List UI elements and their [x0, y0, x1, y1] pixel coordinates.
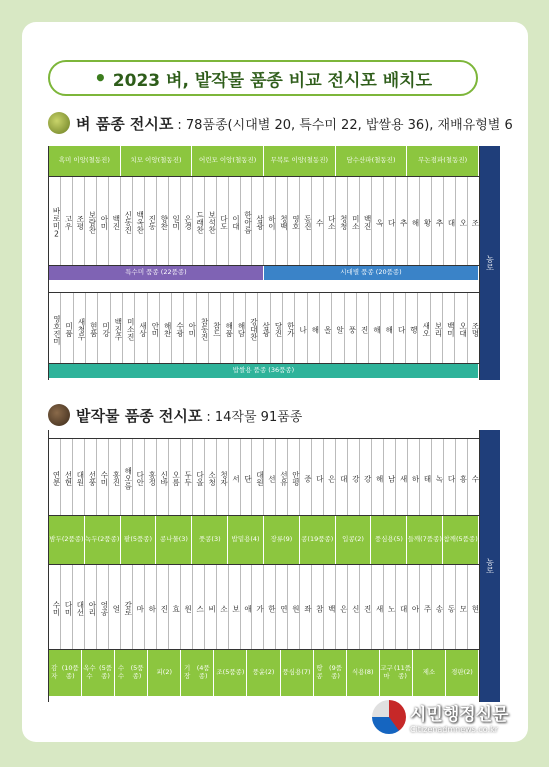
- group-label-text: 조: [216, 668, 223, 677]
- variety-cell: 은: [324, 439, 336, 515]
- group-label-text: 감자: [51, 664, 58, 680]
- group-label-sub: (철동진): [443, 156, 468, 165]
- variety-cell: 연: [276, 565, 288, 649]
- group-label-sub: (2): [354, 535, 364, 544]
- group-label: [228, 516, 264, 564]
- variety-cell: 애: [241, 565, 253, 649]
- group-label-text: 풋콩(3): [198, 535, 221, 544]
- poster-title-text: 2023 벼, 밭작물 품종 비교 전시포 배치도: [112, 70, 432, 91]
- variety-cell: 고우: [61, 177, 73, 265]
- variety-cell: 해품: [221, 293, 233, 363]
- field-section-title: 밭작물 품종 전시포: [76, 406, 203, 425]
- logo-mark-icon: [372, 700, 406, 734]
- variety-cell: 조: [470, 218, 480, 227]
- variety-cell: 은: [336, 565, 348, 649]
- variety-cell: 보: [229, 565, 241, 649]
- group-label: [121, 146, 193, 176]
- variety-cell: 대선: [73, 565, 85, 649]
- variety-cell: 미소: [348, 177, 360, 265]
- variety-cell: 아: [408, 565, 420, 649]
- variety-cell: 선풍: [85, 439, 97, 515]
- group-label-text: 밤두: [49, 535, 62, 544]
- variety-cell: 새상: [135, 293, 147, 363]
- group-label: [157, 516, 193, 564]
- group-label-text: 밥쌀용 품종 (36품종): [232, 366, 295, 375]
- variety-cell: 오: [456, 177, 468, 265]
- group-label: [181, 650, 214, 696]
- variety-cell: 서: [229, 439, 241, 515]
- group-label: [281, 650, 314, 696]
- field-farm-road: 농로: [480, 430, 500, 702]
- group-label-sub: (철동진): [157, 156, 182, 165]
- variety-cell: 황: [420, 177, 432, 265]
- variety-cell: 엉공: [97, 565, 109, 649]
- variety-cell: 삼광: [252, 177, 264, 265]
- variety-cell: 원: [181, 565, 193, 649]
- variety-cell: 효: [169, 565, 181, 649]
- variety-cell: 옥: [372, 177, 384, 265]
- rice-farm-road: 농로: [480, 146, 500, 380]
- variety-cell: 대원: [252, 439, 264, 515]
- variety-cell: 보석찬: [205, 177, 217, 265]
- group-label-text: 콩나물(3): [159, 535, 188, 544]
- group-label: [85, 516, 121, 564]
- group-label-sub: (2품종): [61, 535, 84, 544]
- variety-cell: 해담: [234, 293, 246, 363]
- group-label-text: 들깨: [407, 535, 421, 544]
- variety-cell: 안평: [288, 439, 300, 515]
- group-label: [148, 650, 181, 696]
- variety-cell: 안미: [148, 293, 160, 363]
- variety-cell: 연분: [49, 439, 61, 515]
- group-label-text: 풍심용(5): [374, 535, 403, 544]
- group-label-sub: (2): [265, 668, 275, 677]
- variety-cell: 스: [193, 565, 205, 649]
- group-label-text: 특수미 품종 (22품종): [125, 268, 187, 277]
- group-label-text: 장류(9): [270, 535, 293, 544]
- group-label: [407, 516, 443, 564]
- variety-cell: 일미: [169, 177, 181, 265]
- field-section-header: [48, 404, 302, 426]
- variety-cell: 향찬: [157, 177, 169, 265]
- variety-cell: 한: [264, 565, 276, 649]
- variety-cell: 노: [384, 565, 396, 649]
- group-label-sub: (5품종): [99, 664, 112, 680]
- poster-title: [48, 60, 478, 96]
- group-label-text: 어린모 이앙: [198, 156, 233, 165]
- group-label-text: 무논점파: [418, 156, 444, 165]
- variety-cell: 미강: [98, 293, 110, 363]
- group-label-text: 입콩: [342, 535, 355, 544]
- group-label-text: 옥수수: [83, 664, 96, 680]
- group-label: [380, 650, 413, 696]
- group-label-sub: (철동진): [232, 156, 257, 165]
- variety-cell: 새오: [418, 293, 430, 363]
- variety-cell: 수미: [49, 565, 61, 649]
- variety-cell: 해: [308, 293, 320, 363]
- variety-cell: 아미: [184, 293, 196, 363]
- group-label: [446, 650, 479, 696]
- group-label-text: 흑미 이앙: [58, 156, 86, 165]
- variety-cell: 강대찬: [246, 293, 258, 363]
- variety-cell: 선유: [276, 439, 288, 515]
- variety-cell: 신동진: [121, 177, 133, 265]
- group-label-text: 담수산파: [346, 156, 372, 165]
- group-label-sub: (9품종): [329, 664, 342, 680]
- variety-cell: 보람찬: [85, 177, 97, 265]
- variety-cell: 다도: [217, 177, 229, 265]
- variety-cell: 조명: [470, 322, 480, 337]
- group-label-sub: (4품종): [196, 664, 210, 680]
- group-label: [49, 364, 479, 378]
- variety-cell: 신: [348, 565, 360, 649]
- variety-cell: 백: [324, 565, 336, 649]
- variety-cell: 신바: [157, 439, 169, 515]
- group-label: [49, 650, 82, 696]
- variety-cell: 남: [384, 439, 396, 515]
- variety-cell: 수광: [172, 293, 184, 363]
- group-label-sub: (2): [162, 668, 172, 677]
- variety-cell: 진: [357, 293, 369, 363]
- field-row-2-groups: [49, 650, 479, 696]
- variety-cell: 백진주: [111, 293, 123, 363]
- variety-cell: 소: [217, 565, 229, 649]
- group-label-text: 무복토 이앙: [270, 156, 305, 165]
- variety-cell: 아리: [85, 565, 97, 649]
- variety-cell: 모: [456, 565, 468, 649]
- variety-cell: 다: [394, 293, 406, 363]
- variety-cell: 소청: [205, 439, 217, 515]
- group-label-text: 밥밑용(4): [231, 535, 260, 544]
- variety-cell: 해: [372, 439, 384, 515]
- logo-url: Citizenadmnews.co.kr: [410, 725, 498, 734]
- variety-cell: 수: [312, 177, 324, 265]
- group-label: [192, 146, 264, 176]
- group-label-text: 식용(8): [351, 668, 374, 677]
- variety-cell: 미품: [61, 293, 73, 363]
- group-label-sub: (11품종): [394, 664, 412, 680]
- variety-cell: 얼: [109, 565, 121, 649]
- variety-cell: 백진: [109, 177, 121, 265]
- group-label: [264, 516, 300, 564]
- publisher-logo: [372, 700, 509, 734]
- group-label-sub: (5품종): [130, 535, 153, 544]
- variety-cell: 참동진: [197, 293, 209, 363]
- variety-cell: 동진: [300, 177, 312, 265]
- variety-cell: 오대: [455, 293, 467, 363]
- group-label-sub: (철동진): [85, 156, 110, 165]
- group-label: [192, 516, 228, 564]
- rice-row-2: [49, 292, 479, 364]
- variety-cell: 대원: [73, 439, 85, 515]
- group-label-text: 팥: [124, 535, 131, 544]
- group-label-text: 땅콩: [316, 664, 323, 680]
- group-label-text: 참깨: [443, 535, 456, 544]
- variety-cell: 영호: [288, 177, 300, 265]
- variety-cell: 하이: [264, 177, 276, 265]
- group-label-text: 풍윤: [252, 668, 266, 677]
- variety-cell: 드래찬: [193, 177, 205, 265]
- variety-cell: 백진: [360, 177, 372, 265]
- variety-cell: 백옥찬: [133, 177, 145, 265]
- variety-cell: 참드: [209, 293, 221, 363]
- group-label-sub: (19품종): [307, 535, 334, 544]
- variety-cell: 진: [360, 565, 372, 649]
- variety-cell: 다: [312, 439, 324, 515]
- variety-cell: 대: [444, 177, 456, 265]
- variety-cell: 가: [252, 565, 264, 649]
- variety-cell: 백미: [443, 293, 455, 363]
- group-label-text: 경판: [451, 668, 464, 677]
- variety-cell: 다소: [324, 177, 336, 265]
- group-label-text: 제소: [422, 668, 436, 677]
- group-label: [121, 516, 157, 564]
- variety-cell: 해: [408, 177, 420, 265]
- variety-cell: 당진: [271, 293, 283, 363]
- group-label-text: 고구마: [380, 664, 393, 680]
- variety-cell: 두두: [181, 439, 193, 515]
- group-label-text: 녹두: [85, 535, 98, 544]
- field-row-1: [49, 438, 479, 516]
- rice-grain-icon: [48, 112, 70, 134]
- variety-cell: 다안: [133, 439, 145, 515]
- variety-cell: 이대: [229, 177, 241, 265]
- rice-section-title: 벼 품종 전시포: [76, 114, 174, 133]
- variety-cell: 은경: [181, 177, 193, 265]
- variety-cell: 알: [332, 293, 344, 363]
- variety-cell: 풍: [345, 293, 357, 363]
- variety-cell: 바로미2: [49, 177, 61, 265]
- group-label-text: 시대별 품종 (20품종): [340, 268, 402, 277]
- variety-cell: 다: [384, 177, 396, 265]
- rice-planting-type-bar: [49, 146, 479, 176]
- variety-cell: 하: [145, 565, 157, 649]
- group-label: [407, 146, 479, 176]
- rice-row-1-bands: [49, 266, 479, 280]
- variety-cell: 홍정: [145, 439, 157, 515]
- variety-cell: 중: [300, 439, 312, 515]
- variety-cell: 하: [408, 439, 420, 515]
- group-label: [247, 650, 280, 696]
- group-label-text: 콩: [301, 535, 308, 544]
- group-label: [300, 516, 336, 564]
- group-label-sub: (5품종): [222, 668, 245, 677]
- group-label-sub: (2품종): [97, 535, 120, 544]
- variety-cell: 참: [312, 565, 324, 649]
- variety-cell: 홍진: [109, 439, 121, 515]
- rice-section-desc: : 78품종(시대별 20, 특수미 22, 밥쌀용 36), 재배유형별 6: [177, 117, 513, 133]
- group-label-sub: (2): [463, 668, 473, 677]
- group-label-sub: (철동진): [304, 156, 329, 165]
- variety-cell: 수: [470, 474, 480, 483]
- variety-cell: 좌: [300, 565, 312, 649]
- variety-cell: 강: [348, 439, 360, 515]
- variety-cell: 감로: [121, 565, 133, 649]
- variety-cell: 새: [372, 565, 384, 649]
- rice-plot-grid: [48, 146, 480, 380]
- variety-cell: 주: [420, 565, 432, 649]
- group-label: [49, 516, 85, 564]
- variety-cell: 추: [396, 177, 408, 265]
- field-plot-grid: [48, 430, 480, 702]
- group-label-text: 치모 이앙: [130, 156, 158, 165]
- variety-cell: 추: [432, 177, 444, 265]
- variety-cell: 한가: [283, 293, 295, 363]
- variety-cell: 보리: [431, 293, 443, 363]
- variety-cell: 아미: [97, 177, 109, 265]
- field-row-2: [49, 564, 479, 650]
- variety-cell: 강: [360, 439, 372, 515]
- variety-cell: 흥: [456, 439, 468, 515]
- field-section-desc: : 14작물 91품종: [206, 409, 303, 425]
- group-label: [372, 516, 408, 564]
- variety-cell: 송: [432, 565, 444, 649]
- logo-name: 시민행정신문: [410, 705, 509, 725]
- variety-cell: 해: [381, 293, 393, 363]
- variety-cell: 청백: [276, 177, 288, 265]
- variety-cell: 대: [396, 565, 408, 649]
- variety-cell: 한아름: [241, 177, 253, 265]
- variety-cell: 진: [157, 565, 169, 649]
- variety-cell: 청자: [217, 439, 229, 515]
- variety-cell: 해찬: [160, 293, 172, 363]
- group-label: [49, 146, 121, 176]
- group-label: [336, 516, 372, 564]
- group-label: [443, 516, 479, 564]
- variety-cell: 조평: [73, 177, 85, 265]
- bullet-icon: •: [94, 66, 107, 90]
- group-label-text: 피: [156, 668, 163, 677]
- group-label: [264, 266, 479, 280]
- group-label-sub: (5품종): [455, 535, 478, 544]
- variety-cell: 새청무: [74, 293, 86, 363]
- group-label: [49, 266, 264, 280]
- group-label: [336, 146, 408, 176]
- variety-cell: 새: [396, 439, 408, 515]
- field-crop-icon: [48, 404, 70, 426]
- group-label-text: 기장: [184, 664, 191, 680]
- variety-cell: 청청: [336, 177, 348, 265]
- group-label: [314, 650, 347, 696]
- group-label-sub: (7품종): [420, 535, 442, 544]
- group-label-text: 수수: [117, 664, 125, 680]
- group-label-sub: (5품종): [130, 664, 144, 680]
- variety-cell: 원: [288, 565, 300, 649]
- rice-section-header: [48, 112, 513, 134]
- group-label: [347, 650, 380, 696]
- variety-cell: 진동: [145, 177, 157, 265]
- variety-cell: 해: [369, 293, 381, 363]
- variety-cell: 대: [336, 439, 348, 515]
- variety-cell: 태: [420, 439, 432, 515]
- variety-cell: 선현: [61, 439, 73, 515]
- variety-cell: 다: [444, 439, 456, 515]
- variety-cell: 동: [444, 565, 456, 649]
- variety-cell: 미소진: [123, 293, 135, 363]
- variety-cell: 삼광: [258, 293, 270, 363]
- group-label-text: 풍심용(7): [282, 668, 311, 677]
- variety-cell: 다올: [193, 439, 205, 515]
- variety-cell: 현: [470, 604, 480, 613]
- variety-cell: 다미: [61, 565, 73, 649]
- variety-cell: 수미: [97, 439, 109, 515]
- variety-cell: 현품: [86, 293, 98, 363]
- group-label: [82, 650, 115, 696]
- variety-cell: 선: [264, 439, 276, 515]
- group-label: [264, 146, 336, 176]
- group-label: [214, 650, 247, 696]
- variety-cell: 단: [241, 439, 253, 515]
- field-row-1-groups: [49, 516, 479, 564]
- group-label: [115, 650, 148, 696]
- variety-cell: 올: [320, 293, 332, 363]
- rice-row-1: [49, 176, 479, 266]
- group-label-sub: (철동진): [371, 156, 396, 165]
- variety-cell: 영호진미: [49, 293, 61, 363]
- variety-cell: 오름: [169, 439, 181, 515]
- group-label: [413, 650, 446, 696]
- variety-cell: 나: [295, 293, 307, 363]
- variety-cell: 마: [133, 565, 145, 649]
- variety-cell: 행: [406, 293, 418, 363]
- variety-cell: 해오름: [121, 439, 133, 515]
- variety-cell: 녹: [432, 439, 444, 515]
- rice-row-2-band: [49, 364, 479, 378]
- group-label-sub: (10품종): [61, 664, 79, 680]
- variety-cell: 비: [205, 565, 217, 649]
